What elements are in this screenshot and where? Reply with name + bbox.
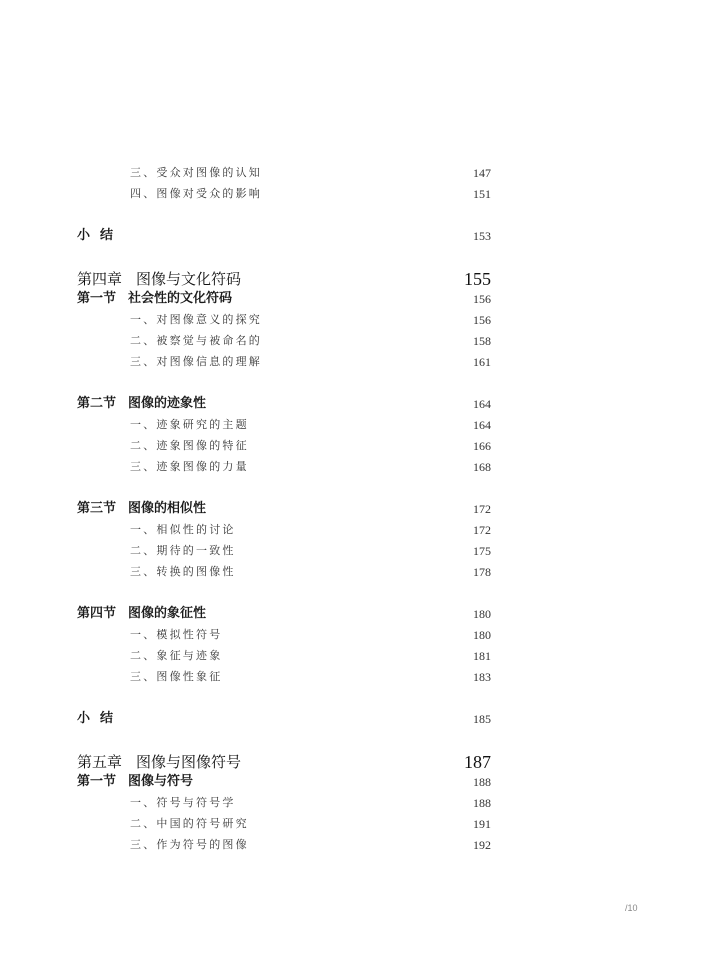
toc-entry <box>0 162 713 184</box>
section-number: 第三节 <box>77 501 117 516</box>
toc-entry <box>0 330 713 352</box>
toc-summary <box>0 708 713 730</box>
toc-summary-page: 185 <box>473 712 491 726</box>
toc-entry-page: 164 <box>473 418 491 432</box>
section-number: 第二节 <box>77 396 117 411</box>
toc-entry-title: 一、符号与符号学 <box>130 796 236 809</box>
toc-entry-page: 183 <box>473 670 491 684</box>
toc-entry-title: 三、对图像信息的理解 <box>130 355 262 368</box>
toc-section-heading <box>77 603 206 625</box>
toc-entry-page: 151 <box>473 187 491 201</box>
section-number: 第一节 <box>77 774 117 789</box>
toc-summary-title: 小结 <box>77 711 124 726</box>
toc-chapter-page: 187 <box>464 752 491 772</box>
toc-section-heading <box>77 771 193 793</box>
page-folio: /10 <box>625 903 638 913</box>
section-title: 图像与符号 <box>128 774 194 789</box>
toc-chapter-page: 155 <box>464 269 491 289</box>
toc-entry <box>0 792 713 814</box>
chapter-title: 图像与文化符码 <box>136 270 242 288</box>
toc-entry-title: 三、受众对图像的认知 <box>130 166 262 179</box>
toc-entry <box>0 666 713 688</box>
toc-section-heading <box>77 498 206 520</box>
toc-entry-title: 一、相似性的讨论 <box>130 523 236 536</box>
section-title: 社会性的文化符码 <box>128 291 233 306</box>
toc-section-page: 156 <box>473 292 491 306</box>
toc-chapter <box>0 751 713 773</box>
toc-section-page: 188 <box>473 775 491 789</box>
toc-entry <box>0 540 713 562</box>
toc-section-heading <box>77 393 206 415</box>
toc-entry-page: 188 <box>473 796 491 810</box>
toc-entry-page: 175 <box>473 544 491 558</box>
toc-entry-title: 三、转换的图像性 <box>130 565 236 578</box>
toc-section <box>0 393 713 415</box>
toc-section <box>0 603 713 625</box>
toc-entry <box>0 183 713 205</box>
toc-section-page: 172 <box>473 502 491 516</box>
toc-section-heading <box>77 288 232 310</box>
toc-entry <box>0 519 713 541</box>
toc-entry-title: 四、图像对受众的影响 <box>130 187 262 200</box>
toc-entry <box>0 435 713 457</box>
toc-section-page: 164 <box>473 397 491 411</box>
toc-summary <box>0 225 713 247</box>
toc-entry <box>0 309 713 331</box>
chapter-title: 图像与图像符号 <box>136 753 242 771</box>
toc-entry-page: 166 <box>473 439 491 453</box>
toc-entry-title: 一、迹象研究的主题 <box>130 418 249 431</box>
toc-chapter-heading <box>77 268 241 290</box>
toc-entry <box>0 456 713 478</box>
toc-entry-title: 二、象征与迹象 <box>130 649 223 662</box>
toc-summary-title: 小结 <box>77 228 124 243</box>
toc-entry-page: 168 <box>473 460 491 474</box>
toc-entry <box>0 624 713 646</box>
toc-chapter-heading <box>77 751 241 773</box>
toc-section <box>0 498 713 520</box>
toc-entry-title: 二、期待的一致性 <box>130 544 236 557</box>
toc-chapter <box>0 268 713 290</box>
section-title: 图像的象征性 <box>128 606 207 621</box>
toc-entry-page: 158 <box>473 334 491 348</box>
section-title: 图像的迹象性 <box>128 396 207 411</box>
toc-entry <box>0 414 713 436</box>
toc-entry-page: 178 <box>473 565 491 579</box>
toc-entry-page: 161 <box>473 355 491 369</box>
toc-entry <box>0 645 713 667</box>
toc-section <box>0 771 713 793</box>
toc-entry <box>0 834 713 856</box>
section-title: 图像的相似性 <box>128 501 207 516</box>
toc-entry-page: 191 <box>473 817 491 831</box>
toc-section-page: 180 <box>473 607 491 621</box>
section-number: 第一节 <box>77 291 117 306</box>
chapter-number: 第五章 <box>77 753 123 771</box>
toc-entry <box>0 351 713 373</box>
toc-entry <box>0 561 713 583</box>
toc-entry-title: 三、作为符号的图像 <box>130 838 249 851</box>
toc-entry-title: 二、中国的符号研究 <box>130 817 249 830</box>
toc-entry-page: 181 <box>473 649 491 663</box>
toc-summary-page: 153 <box>473 229 491 243</box>
toc-entry-title: 二、被察觉与被命名的 <box>130 334 262 347</box>
toc-entry-page: 192 <box>473 838 491 852</box>
toc-entry-title: 三、迹象图像的力量 <box>130 460 249 473</box>
section-number: 第四节 <box>77 606 117 621</box>
toc-entry-title: 一、模拟性符号 <box>130 628 223 641</box>
toc-entry-page: 147 <box>473 166 491 180</box>
toc-entry-page: 180 <box>473 628 491 642</box>
toc-entry-page: 172 <box>473 523 491 537</box>
toc-entry <box>0 813 713 835</box>
toc-entry-title: 三、图像性象征 <box>130 670 223 683</box>
toc-entry-page: 156 <box>473 313 491 327</box>
toc-entry-title: 二、迹象图像的特征 <box>130 439 249 452</box>
chapter-number: 第四章 <box>77 270 123 288</box>
toc-entry-title: 一、对图像意义的探究 <box>130 313 262 326</box>
toc-section <box>0 288 713 310</box>
